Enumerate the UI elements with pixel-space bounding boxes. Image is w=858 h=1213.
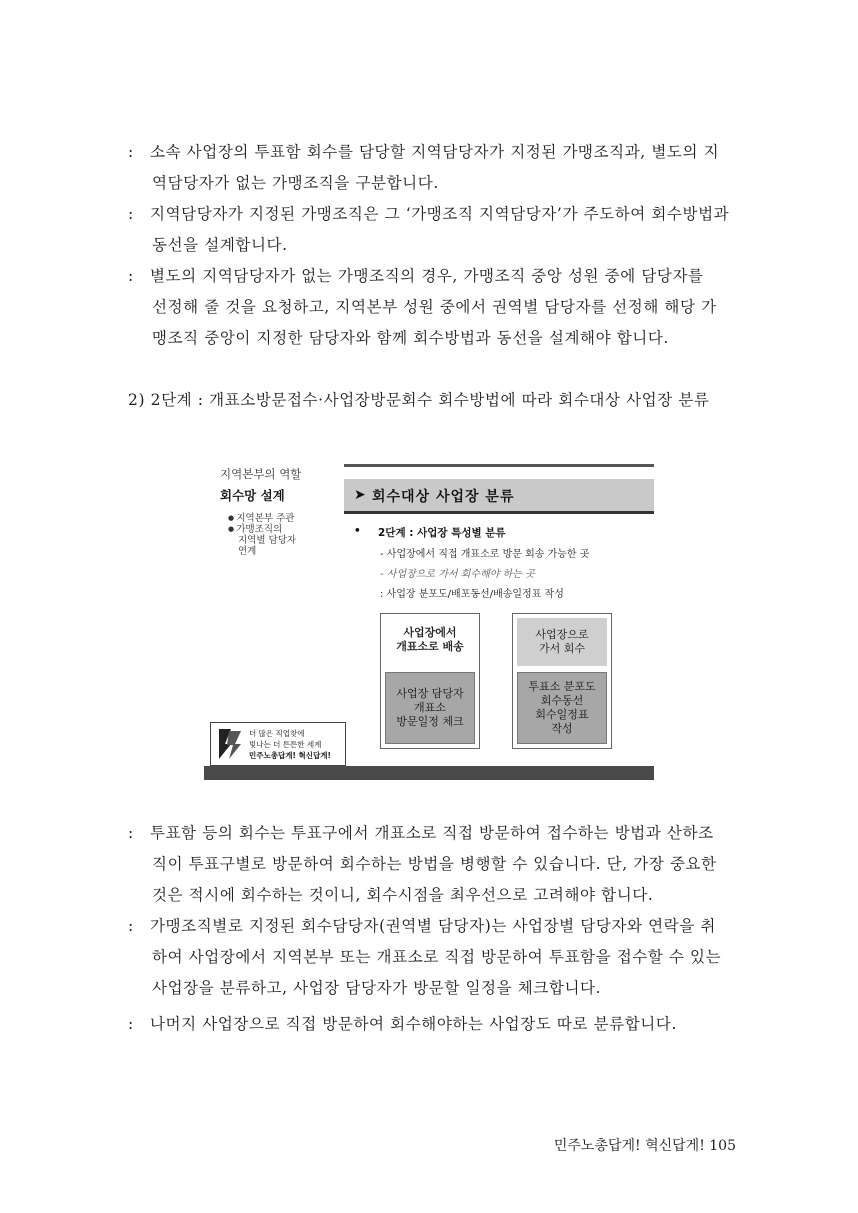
box-header: 사업장으로 가서 회수	[517, 618, 607, 666]
right-flow-box	[512, 613, 612, 749]
paragraph-line: 별도의 지역담당자가 없는 가맹조직의 경우, 가맹조직 중앙 성원 중에 담당자를	[150, 267, 704, 285]
list-marker: :	[128, 824, 134, 842]
list-marker: :	[128, 143, 134, 161]
box-body: 투표소 분포도 회수동선 회수일정표 작성	[517, 672, 607, 744]
role-item: 지역별 담당자	[238, 535, 297, 546]
list-marker: :	[128, 205, 134, 223]
paragraph-line: 나머지 사업장으로 직접 방문하여 회수해야하는 사업장도 따로 분류합니다.	[150, 1015, 677, 1033]
sub-item: - 사업장으로 가서 회수해야 하는 곳	[380, 569, 535, 580]
sub-item: : 사업장 분포도/배포동선/배송일정표 작성	[380, 589, 564, 600]
banner-title: 회수대상 사업장 분류	[372, 489, 515, 505]
kctu-logo: 더 많은 직업찾에 빛나는 더 튼튼한 세계 민주노총답게! 혁신답게!	[210, 722, 346, 766]
paragraph-line: 소속 사업장의 투표함 회수를 담당할 지역담당자가 지정된 가맹조직과, 별도의 지	[150, 143, 720, 161]
paragraph-line: 동선을 설계합니다.	[152, 236, 288, 254]
paragraph-line: 선정해 줄 것을 요청하고, 지역본부 성원 중에서 권역별 담당자를 선정해 해당 가	[152, 298, 717, 316]
role-item: 연계	[238, 546, 257, 557]
sub-item: - 사업장에서 직접 개표소로 방문 회송 가능한 곳	[380, 549, 590, 560]
paragraph-line: 투표함 등의 회수는 투표구에서 개표소로 직접 방문하여 접수하는 방법과 산하조	[150, 824, 714, 842]
paragraph-line: 직이 투표구별로 방문하여 회수하는 방법을 병행할 수 있습니다. 단, 가장 중요한	[152, 855, 717, 873]
logo-mark-icon	[217, 727, 243, 761]
list-marker: :	[128, 917, 134, 935]
banner	[344, 479, 654, 514]
step-title: 2단계 : 사업장 특성별 분류	[378, 527, 506, 539]
paragraph-line: 하여 사업장에서 지역본부 또는 개표소로 직접 방문하여 투표함을 접수할 수 있는	[152, 948, 722, 966]
box-header: 사업장에서 개표소로 배송	[396, 626, 464, 653]
paragraph-line: 맹조직 중앙이 지정한 담당자와 함께 회수방법과 동선을 설계해야 합니다.	[152, 329, 669, 347]
role-item: ● 가맹조직의	[228, 524, 296, 535]
paragraph-line: 지역담당자가 지정된 가맹조직은 그 ‘가맹조직 지역담당자’가 주도하여 회수방법과	[150, 205, 730, 223]
page-footer: 민주노총답게! 혁신답게! 105	[553, 1138, 736, 1154]
paragraph-line: 것은 적시에 회수하는 것이니, 회수시점을 최우선으로 고려해야 합니다.	[152, 886, 654, 904]
box-body: 사업장 담당자 개표소 방문일정 체크	[385, 672, 475, 744]
paragraph-line: 가맹조직별로 지정된 회수담당자(권역별 담당자)는 사업장별 담당자와 연락을 취	[150, 917, 716, 935]
list-marker: :	[128, 267, 134, 285]
left-flow-box	[380, 613, 480, 749]
paragraph-line: 역담당자가 없는 가맹조직을 구분합니다.	[152, 174, 439, 192]
role-subtitle: 회수망 설계	[220, 488, 285, 503]
role-title: 지역본부의 역할	[220, 467, 302, 481]
bullet: •	[354, 525, 361, 537]
divider	[204, 766, 654, 780]
process-figure	[204, 458, 654, 782]
list-marker: :	[128, 1015, 134, 1033]
divider	[344, 464, 654, 467]
paragraph-line: 사업장을 분류하고, 사업장 담당자가 방문할 일정을 체크합니다.	[152, 979, 602, 997]
role-item: ● 지역본부 주관	[228, 513, 296, 524]
role-list	[228, 513, 296, 557]
section-heading: 2) 2단계 : 개표소방문접수·사업장방문회수 회수방법에 따라 회수대상 사업장 분류	[128, 391, 710, 409]
arrow-right-icon: ➤	[354, 487, 366, 503]
